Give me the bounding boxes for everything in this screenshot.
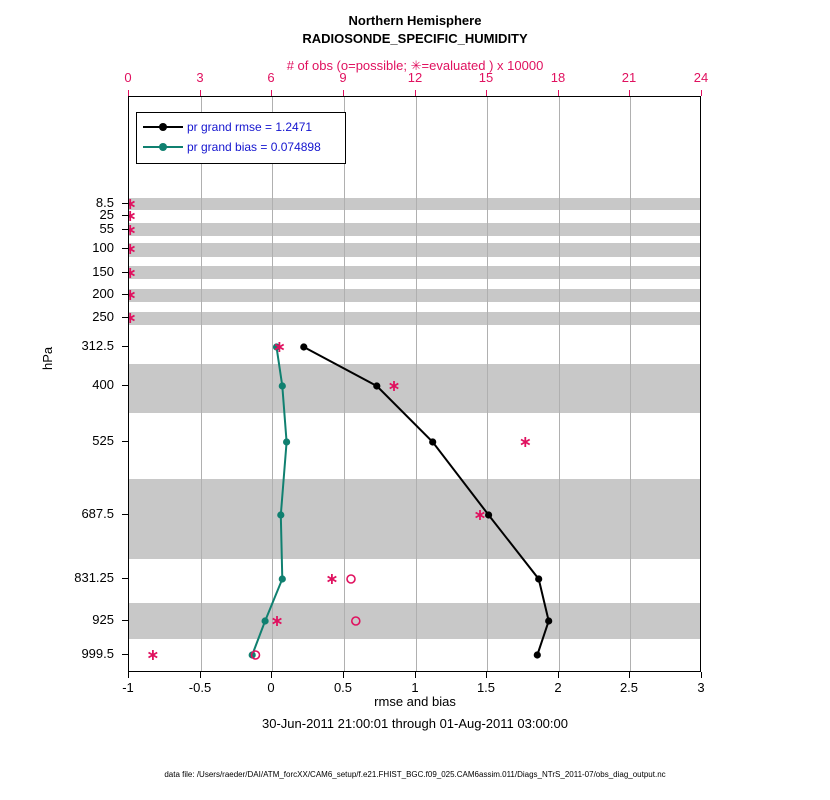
bias-marker — [279, 382, 286, 389]
top-x-tick-label: 15 — [478, 70, 494, 85]
rmse-marker — [485, 511, 492, 518]
top-x-tick-label: 0 — [124, 70, 132, 85]
series-layer — [129, 97, 701, 672]
top-x-tick-label: 24 — [693, 70, 709, 85]
x-tick — [200, 672, 201, 678]
y-tick-label: 831.25 — [74, 570, 114, 585]
legend-item-rmse — [143, 117, 339, 137]
x-tick — [271, 672, 272, 678]
evaluated-obs-marker — [129, 225, 135, 235]
x-tick-label: 1.5 — [476, 680, 496, 695]
top-x-tick — [415, 90, 416, 96]
top-x-tick — [271, 90, 272, 96]
y-tick-label: 687.5 — [81, 506, 114, 521]
x-tick-label: 2 — [554, 680, 562, 695]
y-tick-label: 25 — [99, 207, 114, 222]
y-tick — [122, 294, 128, 295]
y-tick — [122, 385, 128, 386]
y-tick-label: 55 — [99, 221, 114, 236]
bias-marker — [283, 438, 290, 445]
y-tick-label: 200 — [92, 286, 114, 301]
rmse-marker — [545, 617, 552, 624]
bias-line — [252, 347, 286, 655]
x-tick-label: -1 — [122, 680, 134, 695]
rmse-line — [304, 347, 549, 655]
top-x-tick-label: 21 — [621, 70, 637, 85]
x-tick-label: 0 — [267, 680, 275, 695]
top-x-tick — [343, 90, 344, 96]
title-line-2: RADIOSONDE_SPECIFIC_HUMIDITY — [302, 31, 528, 46]
rmse-marker — [535, 575, 542, 582]
legend-item-bias — [143, 137, 339, 157]
evaluated-obs-marker — [521, 437, 530, 447]
top-x-tick — [486, 90, 487, 96]
y-tick-label: 8.5 — [95, 195, 114, 210]
x-tick-label: 2.5 — [619, 680, 639, 695]
y-tick-label: 250 — [92, 309, 114, 324]
possible-obs-marker — [352, 617, 360, 625]
top-x-tick-label: 3 — [196, 70, 204, 85]
top-x-tick — [629, 90, 630, 96]
y-tick — [122, 620, 128, 621]
legend-swatch-rmse — [143, 120, 183, 134]
evaluated-obs-marker — [129, 268, 135, 278]
top-axis-title: # of obs (o=possible; ✳=evaluated ) x 10000 — [286, 58, 544, 73]
top-x-tick — [701, 90, 702, 96]
x-tick-label: 1 — [411, 680, 419, 695]
y-tick — [122, 229, 128, 230]
bias-marker — [262, 617, 269, 624]
rmse-marker — [373, 382, 380, 389]
evaluated-obs-marker — [129, 211, 135, 221]
legend-swatch-bias — [143, 140, 183, 154]
chart-legend — [136, 112, 346, 164]
top-x-tick-label: 18 — [550, 70, 566, 85]
date-range-label: 30-Jun-2011 21:00:01 through 01-Aug-2011 03:00:00 — [262, 716, 568, 731]
y-tick — [122, 346, 128, 347]
x-tick — [701, 672, 702, 678]
y-tick — [122, 272, 128, 273]
rmse-marker — [429, 438, 436, 445]
top-x-tick-label: 6 — [267, 70, 275, 85]
y-tick-label: 925 — [92, 612, 114, 627]
y-tick — [122, 654, 128, 655]
y-tick — [122, 215, 128, 216]
y-tick — [122, 441, 128, 442]
evaluated-obs-marker — [149, 650, 158, 660]
rmse-marker — [300, 343, 307, 350]
top-x-tick — [128, 90, 129, 96]
y-tick — [122, 317, 128, 318]
plot-wrapper — [128, 96, 701, 672]
x-tick — [629, 672, 630, 678]
y-tick-label: 150 — [92, 264, 114, 279]
x-tick-label: 0.5 — [333, 680, 353, 695]
x-tick — [558, 672, 559, 678]
chart-title — [0, 12, 830, 48]
top-x-tick — [558, 90, 559, 96]
evaluated-obs-marker — [129, 313, 135, 323]
top-x-tick-label: 12 — [407, 70, 423, 85]
y-tick-label: 312.5 — [81, 338, 114, 353]
x-tick — [128, 672, 129, 678]
y-axis-title: hPa — [40, 346, 55, 370]
top-x-tick-label: 9 — [339, 70, 347, 85]
y-tick — [122, 514, 128, 515]
y-tick-label: 100 — [92, 240, 114, 255]
x-tick-label: 3 — [697, 680, 705, 695]
x-axis-title: rmse and bias — [374, 694, 456, 709]
x-tick-label: -0.5 — [188, 680, 212, 695]
bias-marker — [279, 575, 286, 582]
y-tick-label: 999.5 — [81, 646, 114, 661]
x-tick — [486, 672, 487, 678]
data-file-label: data file: /Users/raeder/DAI/ATM_forcXX/CAM6_setup/f.e21.FHIST_BGC.f09_025.CAM6assim.011/Diags_NTrS_2011-07/obs_diag_output.nc — [164, 770, 666, 779]
title-line-1: Northern Hemisphere — [348, 13, 482, 28]
evaluated-obs-marker — [476, 510, 485, 520]
x-tick — [415, 672, 416, 678]
y-tick — [122, 248, 128, 249]
y-tick-label: 400 — [92, 377, 114, 392]
top-x-tick — [200, 90, 201, 96]
bias-marker — [277, 511, 284, 518]
evaluated-obs-marker — [273, 616, 282, 626]
evaluated-obs-marker — [129, 290, 135, 300]
evaluated-obs-marker — [390, 381, 399, 391]
plot-area — [128, 96, 701, 672]
x-tick — [343, 672, 344, 678]
evaluated-obs-marker — [129, 199, 135, 209]
evaluated-obs-marker — [328, 574, 337, 584]
y-tick-label: 525 — [92, 433, 114, 448]
legend-label-bias: pr grand bias = 0.074898 — [187, 140, 321, 154]
legend-label-rmse: pr grand rmse = 1.2471 — [187, 120, 313, 134]
y-tick — [122, 203, 128, 204]
possible-obs-marker — [347, 575, 355, 583]
rmse-marker — [534, 651, 541, 658]
evaluated-obs-marker — [129, 244, 135, 254]
y-tick — [122, 578, 128, 579]
